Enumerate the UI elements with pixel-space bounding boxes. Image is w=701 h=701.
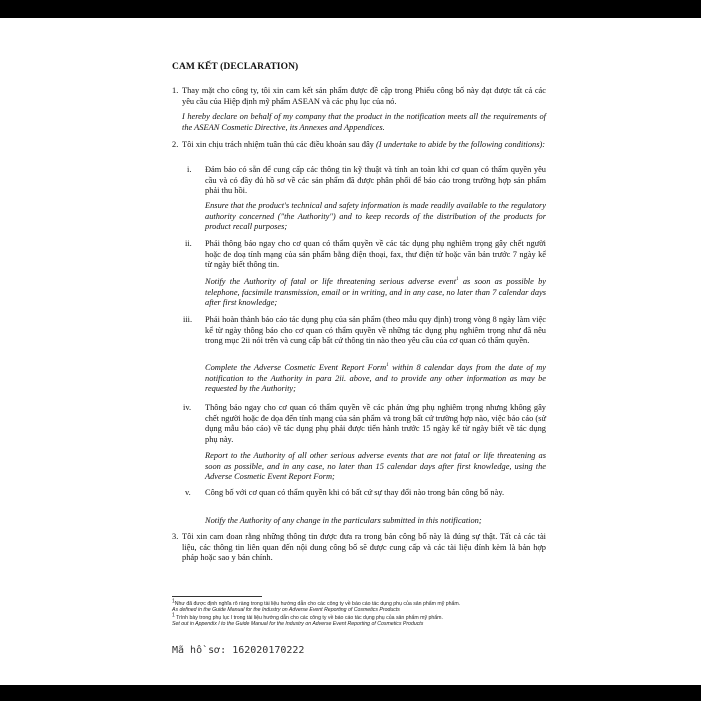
subitem-iii-vi: Phải hoàn thành báo cáo tác dụng phụ của sản phẩm (theo mẫu quy định) trong vòng 8 ngày làm việc kể từ ngày thông báo cho cơ quan có thẩm quyền về những tác dụng phụ nghiêm trọng như đã nêu trong mục 2ii nói trên và cung cấp bất cứ thông tin nào theo yêu cầu của cơ quan có thẩm quyền. [205,315,546,346]
item-1-vi: Thay mặt cho công ty, tôi xin cam kết sản phẩm được đề cập trong Phiếu công bố này đạt được tất cả các yêu cầu của Hiệp định mỹ phẩm ASEAN và các phụ lục của nó. [182,86,546,106]
subitem-iii-en-part1: Complete the Adverse Cosmetic Event Report Form [205,363,387,372]
footnote-ref: 1 [456,277,459,283]
subitem-ii-en [205,277,546,309]
subitem-iv-vi: Thông báo ngay cho cơ quan có thẩm quyền về các phản ứng phụ nghiêm trọng nhưng không gây chết người hoặc đe dọa đến tính mạng của sản phẩm và trong bất cứ trường hợp nào, việc báo cáo (sử dụng mẫu báo cáo) về tác dụng phụ phải được tiến hành trước 15 ngày kể từ ngày biết về tác dụng phụ này. [205,403,546,444]
footnote-1-vi: Như đã được định nghĩa rõ ràng trong tài liệu hướng dẫn cho các công ty về báo cáo tác dụng phụ của sản phẩm mỹ phẩm. [174,601,461,607]
item-number: 1. [172,86,179,95]
item-number: 2. [172,140,179,149]
item-2-en: (I undertake to abide by the following conditions): [375,140,546,149]
subitem-number: v. [185,488,191,497]
subitem-number: i. [187,165,192,174]
footnote-1 [172,598,572,614]
subitem-v-en: Notify the Authority of any change in the particulars submitted in this notification; [205,516,482,525]
subitem-number: iv. [183,403,192,412]
footnote-1-en: As defined in the Guide Manual for the Industry on Adverse Event Reporting of Cosmetics Products [172,607,400,614]
subitem-i-vi: Đảm bảo có sẵn để cung cấp các thông tin kỹ thuật và tính an toàn khi cơ quan có thẩm quyền yêu cầu và có đầy đủ hồ sơ về các sản phẩm đã được phân phối để báo cáo trong trường hợp sản phẩm phải thu hồi. [205,165,546,196]
subitem-ii-en-part2: as soon as possible by telephone, facsimile transmission, email or in writing, and in any case, no later than 7 calendar days after first knowledge; [205,277,546,308]
item-2-text [182,140,546,151]
footnote-marker: 1 [172,598,175,605]
footnote-ref: 1 [386,363,389,369]
item-2-vi: Tôi xin chịu trách nhiệm tuân thủ các điều khoản sau đây [182,140,374,149]
footnote-marker: 1 [172,612,175,619]
top-black-bar [0,0,701,18]
document-page [114,18,587,685]
item-1-en: I hereby declare on behalf of my company that the product in the notification meets all the requirements of the ASEAN Cosmetic Directive, its Annexes and Appendices. [182,112,546,132]
record-code: Mã hồ sơ: 162020170222 [172,645,305,656]
footnote-2-vi: Trình bày trong phụ lục I trong tài liệu hướng dẫn cho các công ty về báo cáo tác dụng phụ của sản phẩm mỹ phẩm. [176,615,443,621]
subitem-ii-vi: Phải thông báo ngay cho cơ quan có thẩm quyền về các tác dụng phụ nghiêm trọng gây chết người hoặc đe doạ tính mạng của sản phẩm bằng điện thoại, fax, thư điện tử hoặc văn bản trước 7 ngày kể từ ngày biết thông tin. [205,239,546,270]
subitem-ii-en-part1: Notify the Authority of fatal or life threatening serious adverse event [205,277,457,286]
subitem-i-en: Ensure that the product's technical and safety information is made readily available to the regulatory authority concerned ("the Authority") and to keep records of the distribution of the products for product recall purposes; [205,201,546,232]
subitem-iv-en: Report to the Authority of all other serious adverse events that are not fatal or life threatening as soon as possible, and in any case, no later than 15 calendar days after first knowledge, using the Adverse Cosmetic Event Report Form; [205,451,546,482]
footnote-2-en: Set out in Appendix I to the Guide Manual for the Industry on Adverse Event Reporting of Cosmetics Products [172,621,424,628]
page-title: CAM KẾT (DECLARATION) [172,62,299,72]
item-number: 3. [172,532,179,541]
footnote-2 [172,612,572,628]
footnote-divider [172,596,262,597]
subitem-number: ii. [185,239,192,248]
subitem-iii-en-part2: within 8 calendar days from the date of my notification to the Authority in para 2ii. above, and to provide any other information as may be requested by the Authority; [205,363,546,394]
subitem-iii-en [205,363,546,395]
subitem-number: iii. [183,315,193,324]
bottom-black-bar [0,685,701,701]
subitem-v-vi: Công bố với cơ quan có thẩm quyền khi có bất cứ sự thay đổi nào trong bản công bố này. [205,488,505,497]
item-3-vi: Tôi xin cam đoan rằng những thông tin được đưa ra trong bản công bố này là đúng sự thật. Tất cả các tài liệu, các thông tin liên quan đến nội dung công bố sẽ được cung cấp và các tài liệu đính kèm là bản hợp pháp hoặc sao y bản chính. [182,532,546,563]
